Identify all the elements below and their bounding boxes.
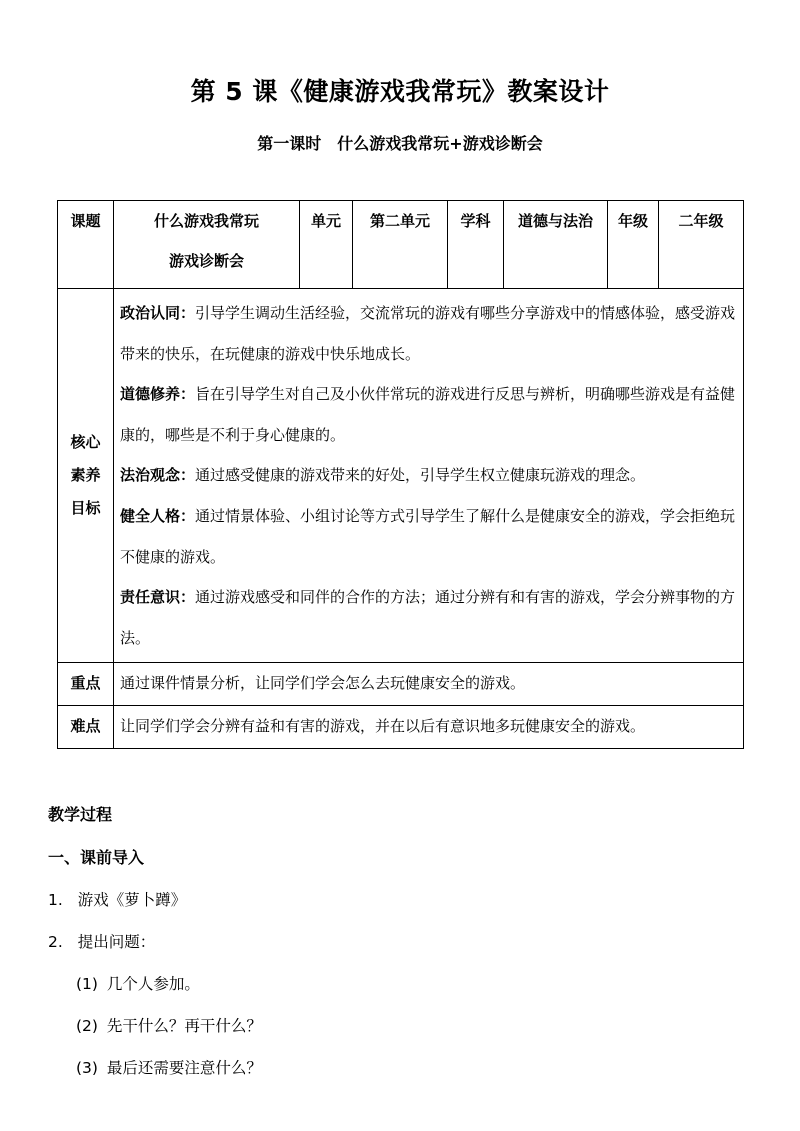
list-item-text: 游戏《萝卜蹲》 bbox=[77, 891, 187, 909]
table-row-core-goals bbox=[58, 289, 744, 663]
subject-value: 道德与法治 bbox=[504, 201, 608, 289]
list-item-number: 1. bbox=[48, 891, 63, 909]
sub-list-item-text: 最后还需要注意什么？ bbox=[106, 1059, 262, 1077]
unit-value: 第二单元 bbox=[353, 201, 448, 289]
section-heading-intro: 一、课前导入 bbox=[48, 848, 145, 867]
sub-list-item bbox=[76, 969, 200, 999]
grade-label: 年级 bbox=[608, 201, 659, 289]
core-goals-label bbox=[58, 289, 114, 663]
topic-label: 课题 bbox=[58, 201, 114, 289]
core-goals-content bbox=[114, 289, 744, 663]
difficulty-label: 难点 bbox=[58, 706, 114, 749]
sub-list-item bbox=[76, 1011, 262, 1041]
sub-list-item-number: (1) bbox=[76, 975, 98, 993]
sub-list-item-text: 先干什么？再干什么？ bbox=[106, 1017, 262, 1035]
core-label-line-1: 核心 bbox=[70, 433, 101, 452]
goal-moral: 道德修养：旨在引导学生对自己及小伙伴常玩的游戏进行反思与辨析，明确哪些游戏是有益健康的，哪些是不利于身心健康的。 bbox=[120, 385, 736, 444]
list-item-number: 2. bbox=[48, 933, 63, 951]
goal-personality: 健全人格：通过情景体验、小组讨论等方式引导学生了解什么是健康安全的游戏，学会拒绝玩不健康的游戏。 bbox=[120, 506, 736, 566]
sub-list-item-text: 几个人参加。 bbox=[106, 975, 200, 993]
subject-label: 学科 bbox=[448, 201, 504, 289]
goal-political: 政治认同：引导学生调动生活经验，交流常玩的游戏有哪些分享游戏中的情感体验，感受游戏带来的快乐，在玩健康的游戏中快乐地成长。 bbox=[120, 304, 736, 363]
sub-list-item-number: (3) bbox=[76, 1059, 98, 1077]
core-label-line-2: 素养 bbox=[70, 466, 101, 485]
table-row-key-point bbox=[58, 663, 744, 706]
goal-law: 法治观念：通过感受健康的游戏带来的好处，引导学生权立健康玩游戏的理念。 bbox=[120, 466, 646, 485]
topic-line-1: 什么游戏我常玩 bbox=[153, 212, 259, 230]
lesson-plan-table bbox=[57, 200, 744, 749]
sub-list-item-number: (2) bbox=[76, 1017, 98, 1035]
process-heading: 教学过程 bbox=[48, 805, 113, 824]
unit-label: 单元 bbox=[300, 201, 353, 289]
topic-line-2: 游戏诊断会 bbox=[168, 252, 244, 270]
key-point-text: 通过课件情景分析，让同学们学会怎么去玩健康安全的游戏。 bbox=[114, 663, 744, 706]
core-label-line-3: 目标 bbox=[70, 499, 101, 518]
document-title: 第 5 课《健康游戏我常玩》教案设计 bbox=[190, 77, 610, 106]
key-point-label: 重点 bbox=[58, 663, 114, 706]
lesson-subtitle: 第一课时 什么游戏我常玩+游戏诊断会 bbox=[257, 134, 543, 153]
list-item bbox=[48, 885, 186, 915]
table-row-difficulty bbox=[58, 706, 744, 749]
sub-list-item bbox=[76, 1053, 262, 1083]
grade-value: 二年级 bbox=[659, 201, 744, 289]
difficulty-text: 让同学们学会分辨有益和有害的游戏，并在以后有意识地多玩健康安全的游戏。 bbox=[114, 706, 744, 749]
goal-responsibility: 责任意识：通过游戏感受和同伴的合作的方法；通过分辨有和有害的游戏，学会分辨事物的方法。 bbox=[120, 588, 736, 647]
table-row-header bbox=[58, 201, 744, 289]
topic-value bbox=[114, 201, 300, 289]
list-item bbox=[48, 927, 155, 957]
list-item-text: 提出问题： bbox=[77, 933, 156, 951]
